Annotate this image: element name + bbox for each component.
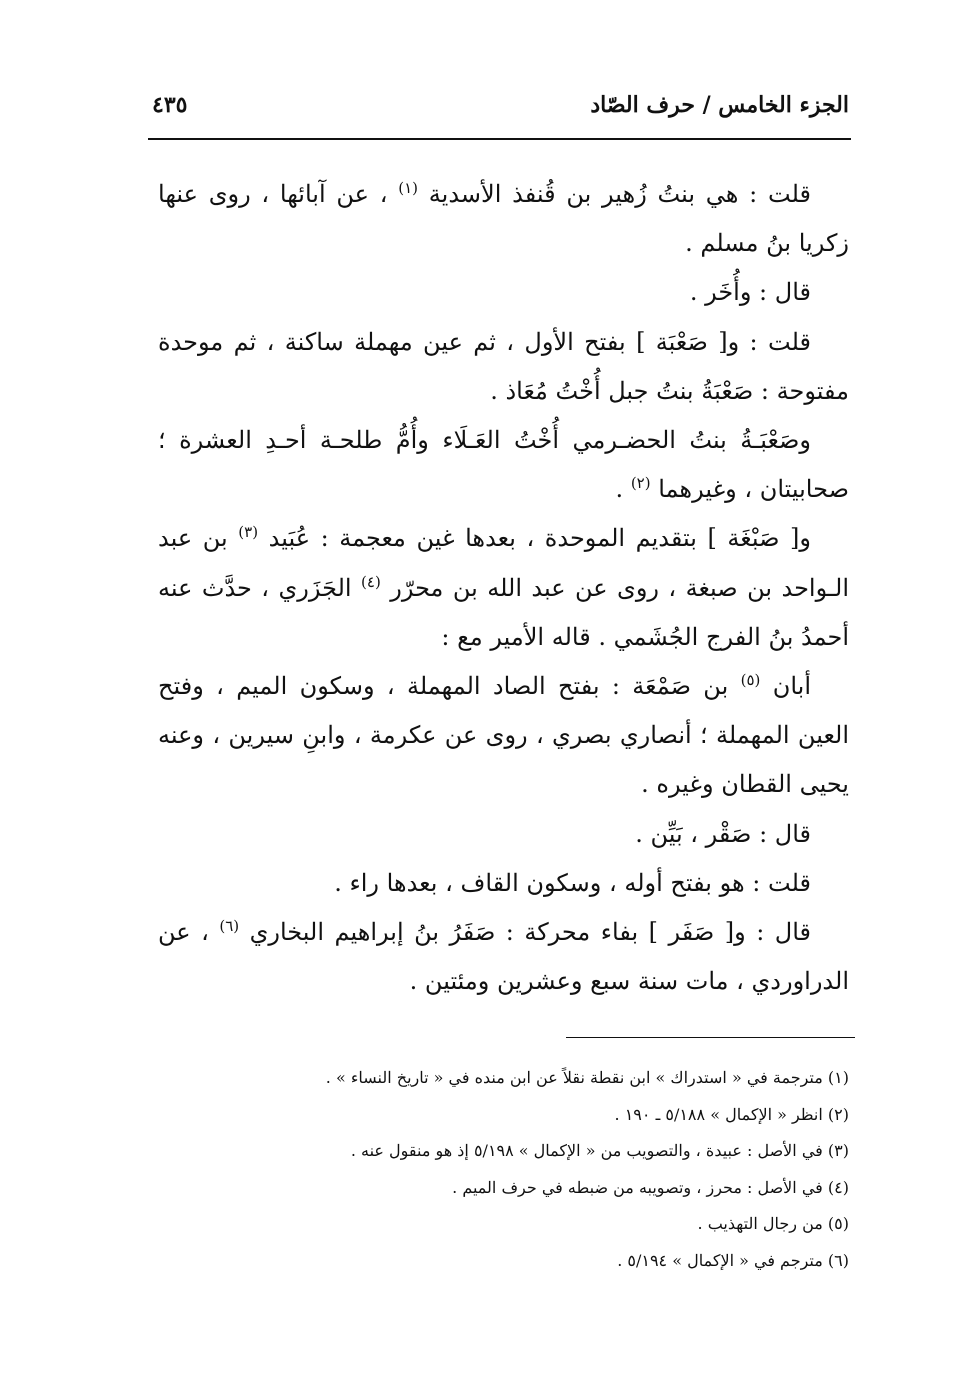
footnote-ref: (٤) [361, 572, 381, 591]
text-run: ، عن آبائها ، روى عنها زكريا بنُ مسلم . [158, 180, 849, 258]
paragraph [158, 908, 849, 1006]
text-run: . [615, 475, 624, 504]
text-run: بن صَمْعَة : بفتح الصاد المهملة ، وسكون الميم ، وفتح العين المهملة ؛ أنصاري بصري ، روى عن عكرمة ، وابنِ سيرين ، وعنه يحيى القطان وغيره . [158, 672, 849, 799]
main-text [158, 170, 849, 1006]
text-run: ، عن الدراوردي ، مات سنة سبع وعشرين ومئتين . [158, 918, 849, 996]
footnote-ref: (٣) [238, 523, 259, 542]
text-run: و[ صَبْغَة ] بتقديم الموحدة ، بعدها غين معجمة : عُبَيد [268, 524, 811, 553]
footnote-rule [566, 1037, 855, 1038]
paragraph [158, 662, 849, 810]
paragraph [158, 416, 849, 514]
text-run: الجَزَري ، حدَّث عنه أحمدُ بنُ الفرج الجُشَمي . قاله الأمير مع : [158, 573, 849, 651]
footnote: (٤) في الأصل : محرز ، وتصويبه من ضبطه في حرف الميم . [452, 1177, 849, 1197]
paragraph: قلت : و[ صَعْبَة ] بفتح الأول ، ثم عين مهملة ساكنة ، ثم موحدة مفتوحة : صَعْبَةُ بنتُ جبل أُخْتُ مُعَاذ . [158, 327, 849, 405]
footnote: (١) مترجمة في « استدراك » ابن نقطة نقلاً عن ابن منده في « تاريخ النساء » . [325, 1068, 849, 1087]
text-run: وصَعْبَـةُ بنتُ الحضـرمي أُخْتُ العَـلَاء وأُمُّ طلحـة أحـدِ العشرة ؛ صحابيتان ، وغيرهما [158, 426, 849, 504]
footnote: (٣) في الأصل : عبيدة ، والتصويب من « الإكمال » ٥/١٩٨ إذ هو منقول عنه . [350, 1141, 849, 1160]
footnotes [150, 1060, 849, 1279]
page-header [152, 92, 849, 132]
page-number: ٤٣٥ [152, 92, 188, 118]
text-run: قال : و[ صَفَر ] بفاء محركة : صَفَرُ بنُ إبراهيم البخاري [249, 918, 811, 947]
footnote: (٦) مترجم في « الإكمال » ٥/١٩٤ . [617, 1250, 849, 1270]
text-run: بن عبد الـواحد بن صبغة ، روى عن عبد الله بن محرّر [158, 524, 849, 602]
text-run: قلت : هي بنتُ زُهير بن قُنفذ الأسدية [428, 180, 812, 208]
paragraph [158, 170, 849, 268]
header-rule [148, 138, 851, 140]
footnote: (٥) من رجال التهذيب . [697, 1214, 849, 1233]
footnote-ref: (٥) [740, 671, 761, 690]
paragraph: قال : وأُخَر . [689, 278, 811, 307]
text-run: أبان [772, 672, 811, 701]
paragraph: قال : صَقْر ، بَيِّن . [635, 819, 811, 848]
paragraph: قلت : هو بفتح أوله ، وسكون القاف ، بعدها راء . [334, 868, 811, 897]
running-head: الجزء الخامس / حرف الصّاد [590, 92, 849, 118]
paragraph [158, 514, 849, 662]
footnote-ref: (١) [398, 179, 419, 197]
footnote-ref: (٦) [219, 917, 240, 936]
footnote: (٢) انظر « الإكمال » ٥/١٨٨ ـ ١٩٠ . [614, 1104, 849, 1124]
footnote-ref: (٢) [630, 474, 651, 493]
